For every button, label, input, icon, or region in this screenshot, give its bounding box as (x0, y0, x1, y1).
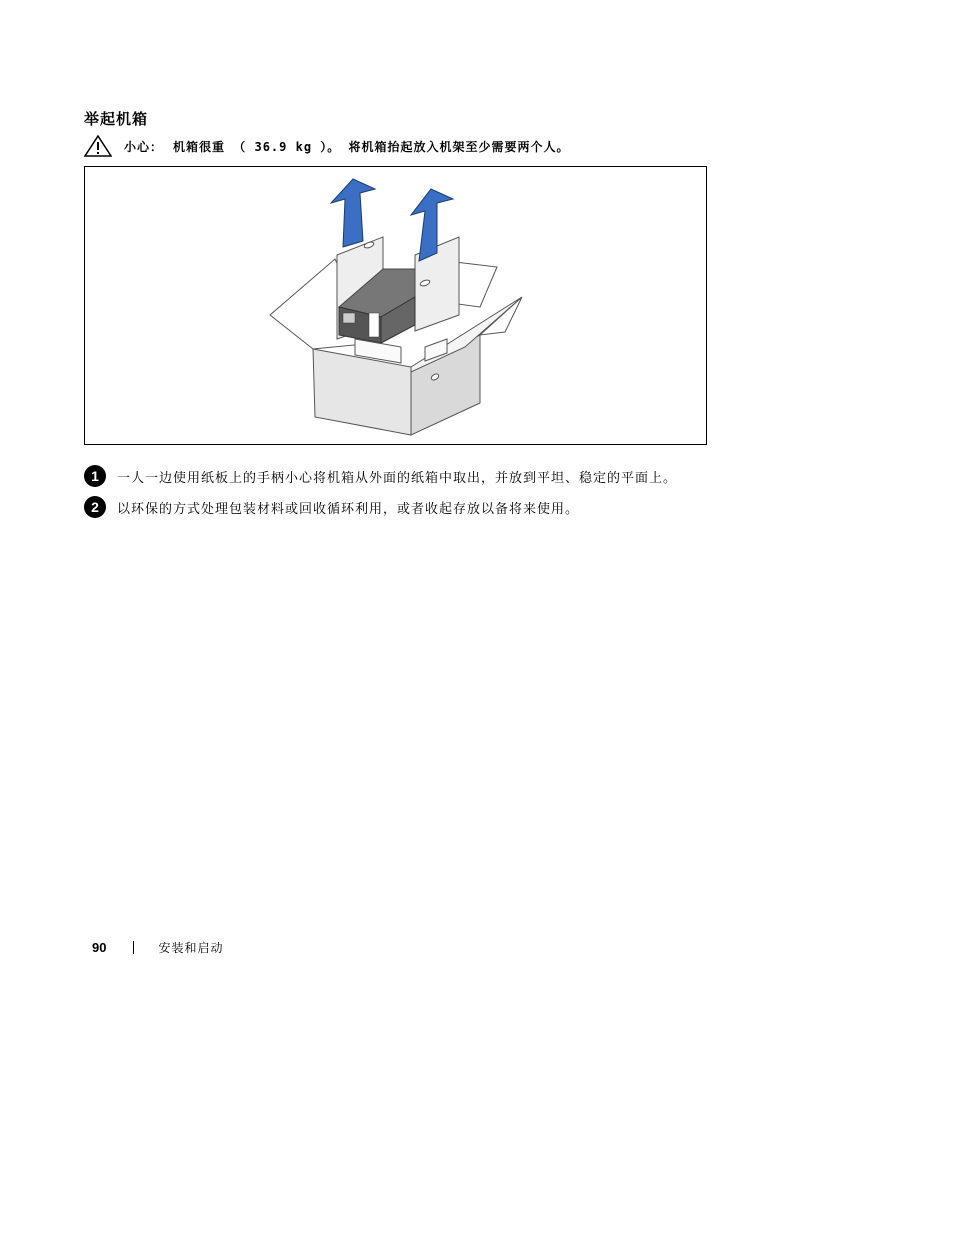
footer-section-title: 安装和启动 (158, 940, 224, 955)
step-number: 2 (84, 496, 106, 518)
page-footer (92, 938, 223, 956)
box-illustration (85, 167, 706, 444)
page-heading: 举起机箱 (84, 110, 149, 128)
lifting-illustration (84, 166, 707, 445)
page-number: 90 (92, 939, 107, 955)
footer-divider (133, 941, 134, 954)
warning-triangle-icon (84, 135, 112, 157)
step-text: 一人一边使用纸板上的手柄小心将机箱从外面的纸箱中取出，并放到平坦、稳定的平面上。 (117, 470, 678, 486)
step-1 (84, 465, 677, 487)
caution-text: 机箱很重 （ 36.9 kg ）。 将机箱抬起放入机架至少需要两个人。 (173, 139, 570, 154)
step-number: 1 (84, 465, 106, 487)
step-text: 以环保的方式处理包装材料或回收循环利用，或者收起存放以备将来使用。 (117, 501, 580, 517)
caution-label: 小心： (124, 139, 164, 154)
caution-notice (84, 135, 570, 157)
step-2 (84, 496, 579, 518)
lift-arrow-left-icon (331, 179, 375, 247)
